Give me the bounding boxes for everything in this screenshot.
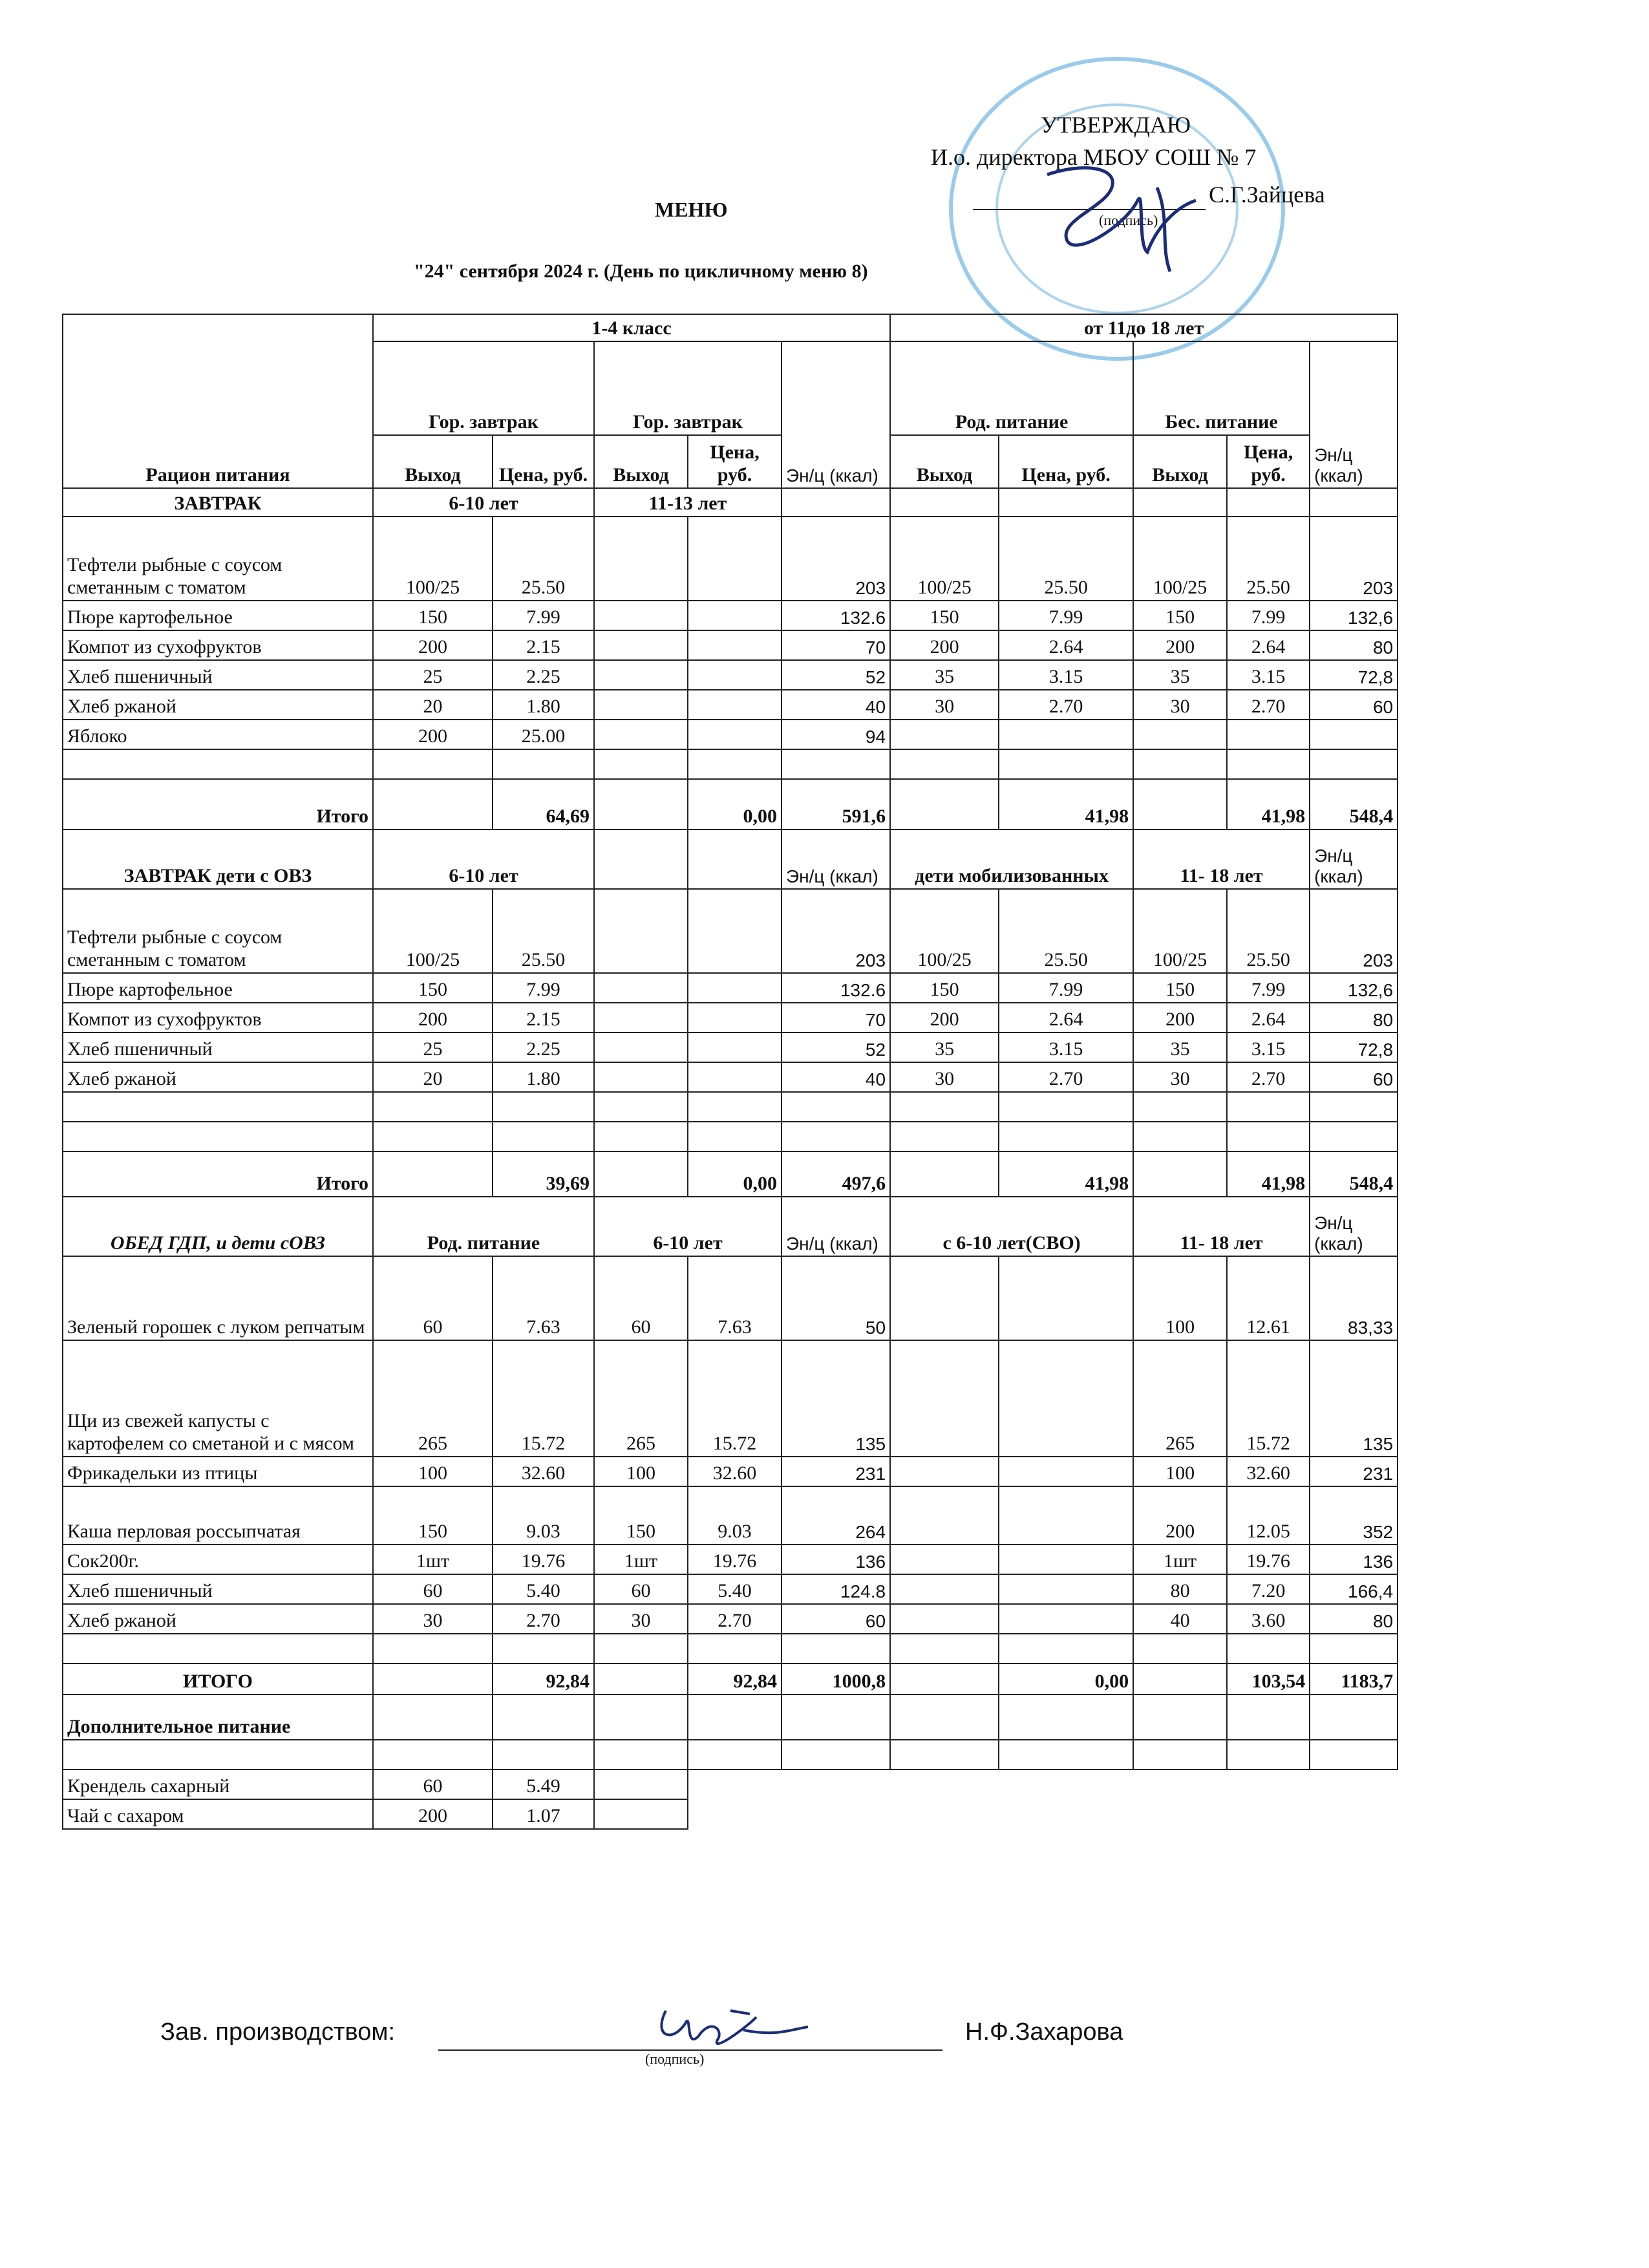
cell-value: 70 xyxy=(782,630,890,660)
cell-value: 100/25 xyxy=(890,889,999,973)
cell-value: 150 xyxy=(890,973,999,1003)
cell-value: 7.99 xyxy=(493,973,594,1003)
dish-name: Яблоко xyxy=(63,720,373,749)
cell-value xyxy=(890,1604,999,1634)
cell-value: 150 xyxy=(890,601,999,630)
cell-value: 150 xyxy=(373,973,493,1003)
cell-value: 1шт xyxy=(594,1545,688,1574)
cell-value: 100 xyxy=(594,1457,688,1486)
cell-value xyxy=(594,889,688,973)
cell-value: 200 xyxy=(890,1003,999,1032)
cell-value: 100 xyxy=(1133,1457,1227,1486)
cell-value: 25.50 xyxy=(999,889,1133,973)
header-energy-1: Эн/ц (ккал) xyxy=(782,341,890,488)
footer-name: Н.Ф.Захарова xyxy=(965,2018,1123,2046)
cell-value xyxy=(1227,720,1310,749)
header-price: Цена, руб. xyxy=(999,435,1133,488)
cell-value: 1шт xyxy=(373,1545,493,1574)
cell-value xyxy=(890,1574,999,1604)
dish-name: Сок200г. xyxy=(63,1545,373,1574)
table-row xyxy=(63,1574,1398,1604)
cell-value xyxy=(688,690,782,720)
cell-value xyxy=(594,601,688,630)
header-energy-2: Эн/ц (ккал) xyxy=(1310,341,1398,488)
cell-value: 2.70 xyxy=(493,1604,594,1634)
cell-value xyxy=(1310,720,1398,749)
menu-table xyxy=(62,314,1398,1830)
cell-value xyxy=(688,1003,782,1032)
cell-value: 35 xyxy=(1133,660,1227,690)
cell-value xyxy=(688,720,782,749)
cell-value: 265 xyxy=(373,1340,493,1457)
cell-value: 40 xyxy=(782,690,890,720)
cell-value: 40 xyxy=(1133,1604,1227,1634)
cell-value xyxy=(688,660,782,690)
total-value: 0,00 xyxy=(999,1664,1133,1695)
section-age: 11- 18 лет xyxy=(1133,1197,1310,1256)
total-value: 41,98 xyxy=(999,779,1133,829)
header-gor-zavtrak-1: Гор. завтрак xyxy=(373,341,594,435)
dish-name: Хлеб ржаной xyxy=(63,1062,373,1092)
cell-value: 2.64 xyxy=(1227,1003,1310,1032)
cell-value xyxy=(890,720,999,749)
cell-value: 35 xyxy=(1133,1032,1227,1062)
cell-value: 60 xyxy=(594,1256,688,1340)
cell-value: 200 xyxy=(1133,1486,1227,1545)
header-grade-1-4: 1-4 класс xyxy=(373,314,890,341)
section-energy: Эн/ц (ккал) xyxy=(1310,1197,1398,1256)
cell-value: 5.40 xyxy=(493,1574,594,1604)
cell-value: 30 xyxy=(594,1604,688,1634)
cell-value: 20 xyxy=(373,690,493,720)
total-value: 497,6 xyxy=(782,1151,890,1197)
dish-name: Фрикадельки из птицы xyxy=(63,1457,373,1486)
cell-value: 265 xyxy=(1133,1340,1227,1457)
cell-value: 7.99 xyxy=(1227,601,1310,630)
cell-value xyxy=(999,1486,1133,1545)
total-label: Итого xyxy=(63,1151,373,1197)
cell-value: 1шт xyxy=(1133,1545,1227,1574)
cell-value xyxy=(594,973,688,1003)
dish-name: Хлеб пшеничный xyxy=(63,1574,373,1604)
cell-value xyxy=(688,601,782,630)
cell-value: 35 xyxy=(890,660,999,690)
total-value: 1183,7 xyxy=(1310,1664,1398,1695)
total-value: 591,6 xyxy=(782,779,890,829)
dish-name: Каша перловая россыпчатая xyxy=(63,1486,373,1545)
cell-value: 100/25 xyxy=(373,517,493,601)
cell-value xyxy=(594,1062,688,1092)
cell-value: 1.80 xyxy=(493,690,594,720)
cell-value: 12.61 xyxy=(1227,1256,1310,1340)
cell-value xyxy=(594,1770,688,1799)
cell-value: 7.63 xyxy=(493,1256,594,1340)
header-vyhod: Выход xyxy=(594,435,688,488)
cell-value: 72,8 xyxy=(1310,660,1398,690)
cell-value: 100/25 xyxy=(890,517,999,601)
header-vyhod: Выход xyxy=(890,435,999,488)
cell-value: 265 xyxy=(594,1340,688,1457)
cell-value xyxy=(594,1799,688,1829)
dish-name: Крендель сахарный xyxy=(63,1770,373,1799)
cell-value: 352 xyxy=(1310,1486,1398,1545)
cell-value: 30 xyxy=(890,690,999,720)
cell-value: 200 xyxy=(1133,1003,1227,1032)
cell-value: 70 xyxy=(782,1003,890,1032)
header-age-11-18: от 11до 18 лет xyxy=(890,314,1398,341)
cell-value: 1.80 xyxy=(493,1062,594,1092)
cell-value: 30 xyxy=(373,1604,493,1634)
cell-value: 124.8 xyxy=(782,1574,890,1604)
cell-value: 3.60 xyxy=(1227,1604,1310,1634)
cell-value: 32.60 xyxy=(1227,1457,1310,1486)
cell-value xyxy=(999,1340,1133,1457)
cell-value: 1.07 xyxy=(493,1799,594,1829)
cell-value: 60 xyxy=(373,1256,493,1340)
dish-name: Щи из свежей капусты с картофелем со сметаной и с мясом xyxy=(63,1340,373,1457)
cell-value: 166,4 xyxy=(1310,1574,1398,1604)
cell-value: 19.76 xyxy=(688,1545,782,1574)
table-row xyxy=(63,720,1398,749)
cell-value: 136 xyxy=(782,1545,890,1574)
cell-value: 203 xyxy=(1310,889,1398,973)
total-value: 41,98 xyxy=(999,1151,1133,1197)
table-row xyxy=(63,1340,1398,1457)
cell-value: 7.63 xyxy=(688,1256,782,1340)
section-energy: Эн/ц (ккал) xyxy=(1310,829,1398,889)
cell-value: 30 xyxy=(1133,690,1227,720)
cell-value: 231 xyxy=(782,1457,890,1486)
header-price: Цена, руб. xyxy=(688,435,782,488)
approval-name: С.Г.Зайцева xyxy=(1209,182,1325,208)
table-row xyxy=(63,1457,1398,1486)
cell-value: 100/25 xyxy=(1133,517,1227,601)
approval-position: И.о. директора МБОУ СОШ № 7 xyxy=(931,144,1257,170)
table-row xyxy=(63,973,1398,1003)
cell-value xyxy=(890,1486,999,1545)
header-ration: Рацион питания xyxy=(63,314,373,488)
cell-value: 200 xyxy=(1133,630,1227,660)
cell-value: 3.15 xyxy=(1227,1032,1310,1062)
cell-value xyxy=(594,690,688,720)
header-rod-pitanie: Род. питание xyxy=(890,341,1133,435)
cell-value: 100/25 xyxy=(1133,889,1227,973)
section-mobilized: дети мобилизованных xyxy=(890,829,1133,889)
cell-value: 2.64 xyxy=(999,630,1133,660)
section-age: 6-10 лет xyxy=(373,488,594,517)
table-row xyxy=(63,1003,1398,1032)
menu-date: "24" сентября 2024 г. (День по цикличному меню 8) xyxy=(414,261,868,282)
total-value: 1000,8 xyxy=(782,1664,890,1695)
cell-value xyxy=(999,1457,1133,1486)
section-age: 11-13 лет xyxy=(594,488,782,517)
cell-value: 100/25 xyxy=(373,889,493,973)
cell-value: 5.40 xyxy=(688,1574,782,1604)
cell-value: 60 xyxy=(1310,1062,1398,1092)
dish-name: Хлеб пшеничный xyxy=(63,1032,373,1062)
cell-value xyxy=(999,1574,1133,1604)
table-row xyxy=(63,1799,1398,1829)
cell-value: 136 xyxy=(1310,1545,1398,1574)
dish-name: Компот из сухофруктов xyxy=(63,1003,373,1032)
cell-value: 30 xyxy=(1133,1062,1227,1092)
total-value: 41,98 xyxy=(1227,779,1310,829)
section-title: ЗАВТРАК xyxy=(63,488,373,517)
table-row xyxy=(63,1062,1398,1092)
cell-value: 19.76 xyxy=(493,1545,594,1574)
cell-value: 94 xyxy=(782,720,890,749)
cell-value: 2.15 xyxy=(493,630,594,660)
cell-value xyxy=(594,720,688,749)
cell-value: 25.50 xyxy=(1227,889,1310,973)
cell-value: 25.50 xyxy=(999,517,1133,601)
cell-value: 150 xyxy=(1133,601,1227,630)
total-value: 103,54 xyxy=(1227,1664,1310,1695)
cell-value: 132.6 xyxy=(782,601,890,630)
cell-value: 80 xyxy=(1133,1574,1227,1604)
cell-value: 83,33 xyxy=(1310,1256,1398,1340)
cell-value: 2.70 xyxy=(999,1062,1133,1092)
cell-value: 2.70 xyxy=(1227,690,1310,720)
cell-value: 3.15 xyxy=(1227,660,1310,690)
footer-signature-caption: (подпись) xyxy=(645,2051,705,2067)
total-value: 548,4 xyxy=(1310,779,1398,829)
cell-value xyxy=(890,1545,999,1574)
total-label: Итого xyxy=(63,779,373,829)
cell-value: 2.64 xyxy=(1227,630,1310,660)
cell-value: 2.25 xyxy=(493,1032,594,1062)
cell-value: 15.72 xyxy=(688,1340,782,1457)
dish-name: Компот из сухофруктов xyxy=(63,630,373,660)
cell-value: 2.25 xyxy=(493,660,594,690)
cell-value: 25 xyxy=(373,1032,493,1062)
cell-value: 150 xyxy=(373,1486,493,1545)
header-vyhod: Выход xyxy=(373,435,493,488)
total-value: 39,69 xyxy=(493,1151,594,1197)
cell-value: 25.50 xyxy=(493,889,594,973)
cell-value xyxy=(999,720,1133,749)
header-price: Цена, руб. xyxy=(1227,435,1310,488)
cell-value: 231 xyxy=(1310,1457,1398,1486)
cell-value: 80 xyxy=(1310,1003,1398,1032)
cell-value: 40 xyxy=(782,1062,890,1092)
cell-value xyxy=(594,1003,688,1032)
table-row xyxy=(63,601,1398,630)
cell-value: 9.03 xyxy=(493,1486,594,1545)
section-energy: Эн/ц (ккал) xyxy=(782,829,890,889)
table-row xyxy=(63,1032,1398,1062)
section-rod-pitanie: Род. питание xyxy=(373,1197,594,1256)
cell-value: 200 xyxy=(373,1003,493,1032)
cell-value: 203 xyxy=(1310,517,1398,601)
cell-value: 200 xyxy=(373,630,493,660)
cell-value: 60 xyxy=(373,1770,493,1799)
dish-name: Хлеб ржаной xyxy=(63,1604,373,1634)
table-row xyxy=(63,690,1398,720)
header-price: Цена, руб. xyxy=(493,435,594,488)
cell-value: 2.70 xyxy=(1227,1062,1310,1092)
dish-name: Пюре картофельное xyxy=(63,973,373,1003)
cell-value: 200 xyxy=(373,720,493,749)
cell-value: 7.99 xyxy=(999,973,1133,1003)
cell-value: 135 xyxy=(782,1340,890,1457)
table-row xyxy=(63,1770,1398,1799)
total-value: 548,4 xyxy=(1310,1151,1398,1197)
cell-value: 132.6 xyxy=(782,973,890,1003)
cell-value: 2.70 xyxy=(999,690,1133,720)
cell-value: 150 xyxy=(1133,973,1227,1003)
cell-value xyxy=(594,660,688,690)
cell-value xyxy=(890,1256,999,1340)
cell-value: 132,6 xyxy=(1310,973,1398,1003)
cell-value: 2.70 xyxy=(688,1604,782,1634)
cell-value xyxy=(999,1604,1133,1634)
total-value: 41,98 xyxy=(1227,1151,1310,1197)
table-row xyxy=(63,1486,1398,1545)
cell-value xyxy=(688,1032,782,1062)
cell-value: 132,6 xyxy=(1310,601,1398,630)
table-row xyxy=(63,517,1398,601)
cell-value: 3.15 xyxy=(999,660,1133,690)
section-energy: Эн/ц (ккал) xyxy=(782,1197,890,1256)
cell-value: 32.60 xyxy=(688,1457,782,1486)
cell-value xyxy=(890,1457,999,1486)
header-vyhod: Выход xyxy=(1133,435,1227,488)
cell-value: 203 xyxy=(782,517,890,601)
cell-value: 25 xyxy=(373,660,493,690)
cell-value: 7.99 xyxy=(1227,973,1310,1003)
dish-name: Хлеб пшеничный xyxy=(63,660,373,690)
cell-value: 32.60 xyxy=(493,1457,594,1486)
total-label: ИТОГО xyxy=(63,1664,373,1695)
cell-value: 52 xyxy=(782,1032,890,1062)
cell-value: 80 xyxy=(1310,630,1398,660)
header-gor-zavtrak-2: Гор. завтрак xyxy=(594,341,782,435)
section-age: 11- 18 лет xyxy=(1133,829,1310,889)
cell-value: 30 xyxy=(890,1062,999,1092)
total-value: 0,00 xyxy=(688,1151,782,1197)
approval-signature-caption: (подпись) xyxy=(1099,212,1158,228)
cell-value: 72,8 xyxy=(1310,1032,1398,1062)
section-svo: с 6-10 лет(СВО) xyxy=(890,1197,1133,1256)
cell-value xyxy=(688,630,782,660)
dish-name: Пюре картофельное xyxy=(63,601,373,630)
cell-value: 52 xyxy=(782,660,890,690)
dish-name: Хлеб ржаной xyxy=(63,690,373,720)
cell-value xyxy=(594,630,688,660)
cell-value xyxy=(688,1062,782,1092)
cell-value: 15.72 xyxy=(493,1340,594,1457)
section-title: Дополнительное питание xyxy=(63,1695,373,1740)
cell-value: 100 xyxy=(1133,1256,1227,1340)
cell-value: 60 xyxy=(594,1574,688,1604)
cell-value: 135 xyxy=(1310,1340,1398,1457)
cell-value: 80 xyxy=(1310,1604,1398,1634)
section-title: ОБЕД ГДП, и дети сОВЗ xyxy=(63,1197,373,1256)
cell-value: 7.99 xyxy=(999,601,1133,630)
total-value: 92,84 xyxy=(688,1664,782,1695)
cell-value xyxy=(890,1340,999,1457)
cell-value xyxy=(1133,720,1227,749)
cell-value xyxy=(688,517,782,601)
section-age: 6-10 лет xyxy=(594,1197,782,1256)
footer-label: Зав. производством: xyxy=(160,2018,396,2046)
section-title: ЗАВТРАК дети с ОВЗ xyxy=(63,829,373,889)
menu-title: МЕНЮ xyxy=(655,198,728,221)
cell-value xyxy=(999,1545,1133,1574)
table-row xyxy=(63,1604,1398,1634)
cell-value: 60 xyxy=(373,1574,493,1604)
table-row xyxy=(63,889,1398,973)
cell-value: 7.20 xyxy=(1227,1574,1310,1604)
cell-value: 150 xyxy=(594,1486,688,1545)
cell-value: 25.50 xyxy=(493,517,594,601)
table-row xyxy=(63,660,1398,690)
total-value: 92,84 xyxy=(493,1664,594,1695)
total-value: 64,69 xyxy=(493,779,594,829)
cell-value: 12.05 xyxy=(1227,1486,1310,1545)
total-value: 0,00 xyxy=(688,779,782,829)
cell-value: 200 xyxy=(890,630,999,660)
table-row xyxy=(63,630,1398,660)
cell-value: 19.76 xyxy=(1227,1545,1310,1574)
cell-value xyxy=(688,973,782,1003)
cell-value: 60 xyxy=(1310,690,1398,720)
cell-value xyxy=(999,1256,1133,1340)
dish-name: Зеленый горошек с луком репчатым xyxy=(63,1256,373,1340)
cell-value: 100 xyxy=(373,1457,493,1486)
cell-value: 7.99 xyxy=(493,601,594,630)
cell-value: 2.15 xyxy=(493,1003,594,1032)
cell-value: 50 xyxy=(782,1256,890,1340)
approval-approve: УТВЕРЖДАЮ xyxy=(1041,112,1191,138)
cell-value: 25.00 xyxy=(493,720,594,749)
cell-value: 2.64 xyxy=(999,1003,1133,1032)
cell-value: 5.49 xyxy=(493,1770,594,1799)
table-row xyxy=(63,1545,1398,1574)
dish-name: Чай с сахаром xyxy=(63,1799,373,1829)
cell-value xyxy=(594,517,688,601)
dish-name: Тефтели рыбные с соусом сметанным с томатом xyxy=(63,517,373,601)
cell-value: 20 xyxy=(373,1062,493,1092)
cell-value: 3.15 xyxy=(999,1032,1133,1062)
cell-value: 9.03 xyxy=(688,1486,782,1545)
cell-value xyxy=(688,889,782,973)
cell-value: 150 xyxy=(373,601,493,630)
cell-value: 200 xyxy=(373,1799,493,1829)
cell-value: 15.72 xyxy=(1227,1340,1310,1457)
section-age: 6-10 лет xyxy=(373,829,594,889)
cell-value: 264 xyxy=(782,1486,890,1545)
cell-value: 25.50 xyxy=(1227,517,1310,601)
cell-value: 60 xyxy=(782,1604,890,1634)
header-bes-pitanie: Бес. питание xyxy=(1133,341,1310,435)
cell-value: 203 xyxy=(782,889,890,973)
cell-value xyxy=(594,1032,688,1062)
dish-name: Тефтели рыбные с соусом сметанным с томатом xyxy=(63,889,373,973)
table-row xyxy=(63,1256,1398,1340)
director-signature xyxy=(1008,149,1228,278)
cell-value: 35 xyxy=(890,1032,999,1062)
